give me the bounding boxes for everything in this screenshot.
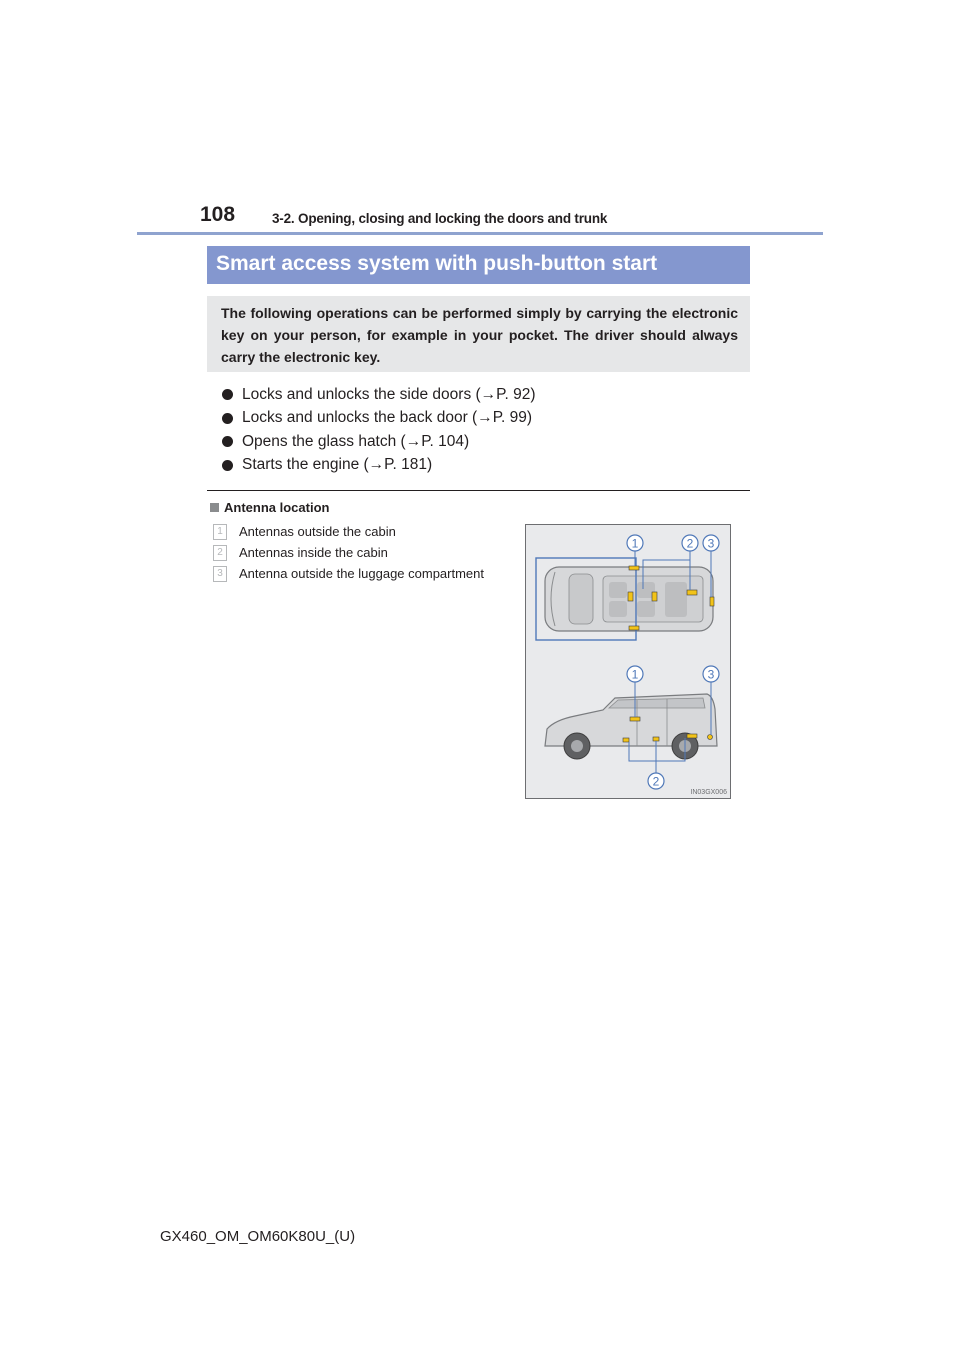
antenna-heading-text: Antenna location bbox=[224, 500, 330, 515]
bullet-icon bbox=[222, 389, 233, 400]
legend-label: Antennas outside the cabin bbox=[239, 524, 396, 539]
operation-text: Opens the glass hatch (→P. 104) bbox=[242, 432, 470, 450]
callout-number: 2 bbox=[686, 536, 694, 551]
bullet-icon bbox=[222, 436, 233, 447]
operation-text: Starts the engine (→P. 181) bbox=[242, 456, 433, 474]
square-bullet-icon bbox=[210, 503, 219, 512]
number-badge: 2 bbox=[213, 545, 227, 561]
callout-number: 3 bbox=[707, 536, 715, 551]
legend-label: Antenna outside the luggage compartment bbox=[239, 566, 485, 581]
footer-code: GX460_OM_OM60K80U_(U) bbox=[160, 1228, 356, 1245]
legend-item bbox=[213, 542, 484, 563]
callout-number: 3 bbox=[707, 667, 715, 682]
operations-list bbox=[222, 383, 536, 477]
bullet-icon bbox=[222, 413, 233, 424]
legend-label: Antennas inside the cabin bbox=[239, 545, 388, 560]
section-title: 3-2. Opening, closing and locking the doors and trunk bbox=[272, 211, 608, 226]
list-item bbox=[222, 430, 536, 454]
intro-box bbox=[207, 296, 750, 372]
title-bar bbox=[207, 246, 750, 284]
page-title: Smart access system with push-button start bbox=[216, 252, 658, 275]
figure-code: IN03GX006 bbox=[690, 789, 727, 796]
list-item bbox=[222, 407, 536, 431]
antenna-legend bbox=[213, 521, 484, 584]
callout-number: 1 bbox=[631, 667, 639, 682]
intro-text: The following operations can be performed simply by carrying the electronic key on your person, for example in your pocket. The driver should always carry the electronic key. bbox=[221, 305, 738, 365]
callout-number: 2 bbox=[652, 774, 660, 789]
callout-number: 1 bbox=[631, 536, 639, 551]
legend-item bbox=[213, 521, 484, 542]
page-number: 108 bbox=[200, 203, 236, 226]
number-badge: 3 bbox=[213, 566, 227, 582]
number-badge: 1 bbox=[213, 524, 227, 540]
antenna-location-figure bbox=[525, 524, 731, 799]
list-item bbox=[222, 454, 536, 478]
operation-text: Locks and unlocks the back door (→P. 99) bbox=[242, 409, 533, 427]
legend-item bbox=[213, 563, 484, 584]
subsection-rule bbox=[207, 490, 750, 491]
antenna-heading bbox=[210, 500, 329, 515]
header-rule bbox=[137, 232, 823, 235]
figure-background bbox=[526, 525, 731, 799]
list-item bbox=[222, 383, 536, 407]
operation-text: Locks and unlocks the side doors (→P. 92) bbox=[242, 385, 536, 403]
bullet-icon bbox=[222, 460, 233, 471]
